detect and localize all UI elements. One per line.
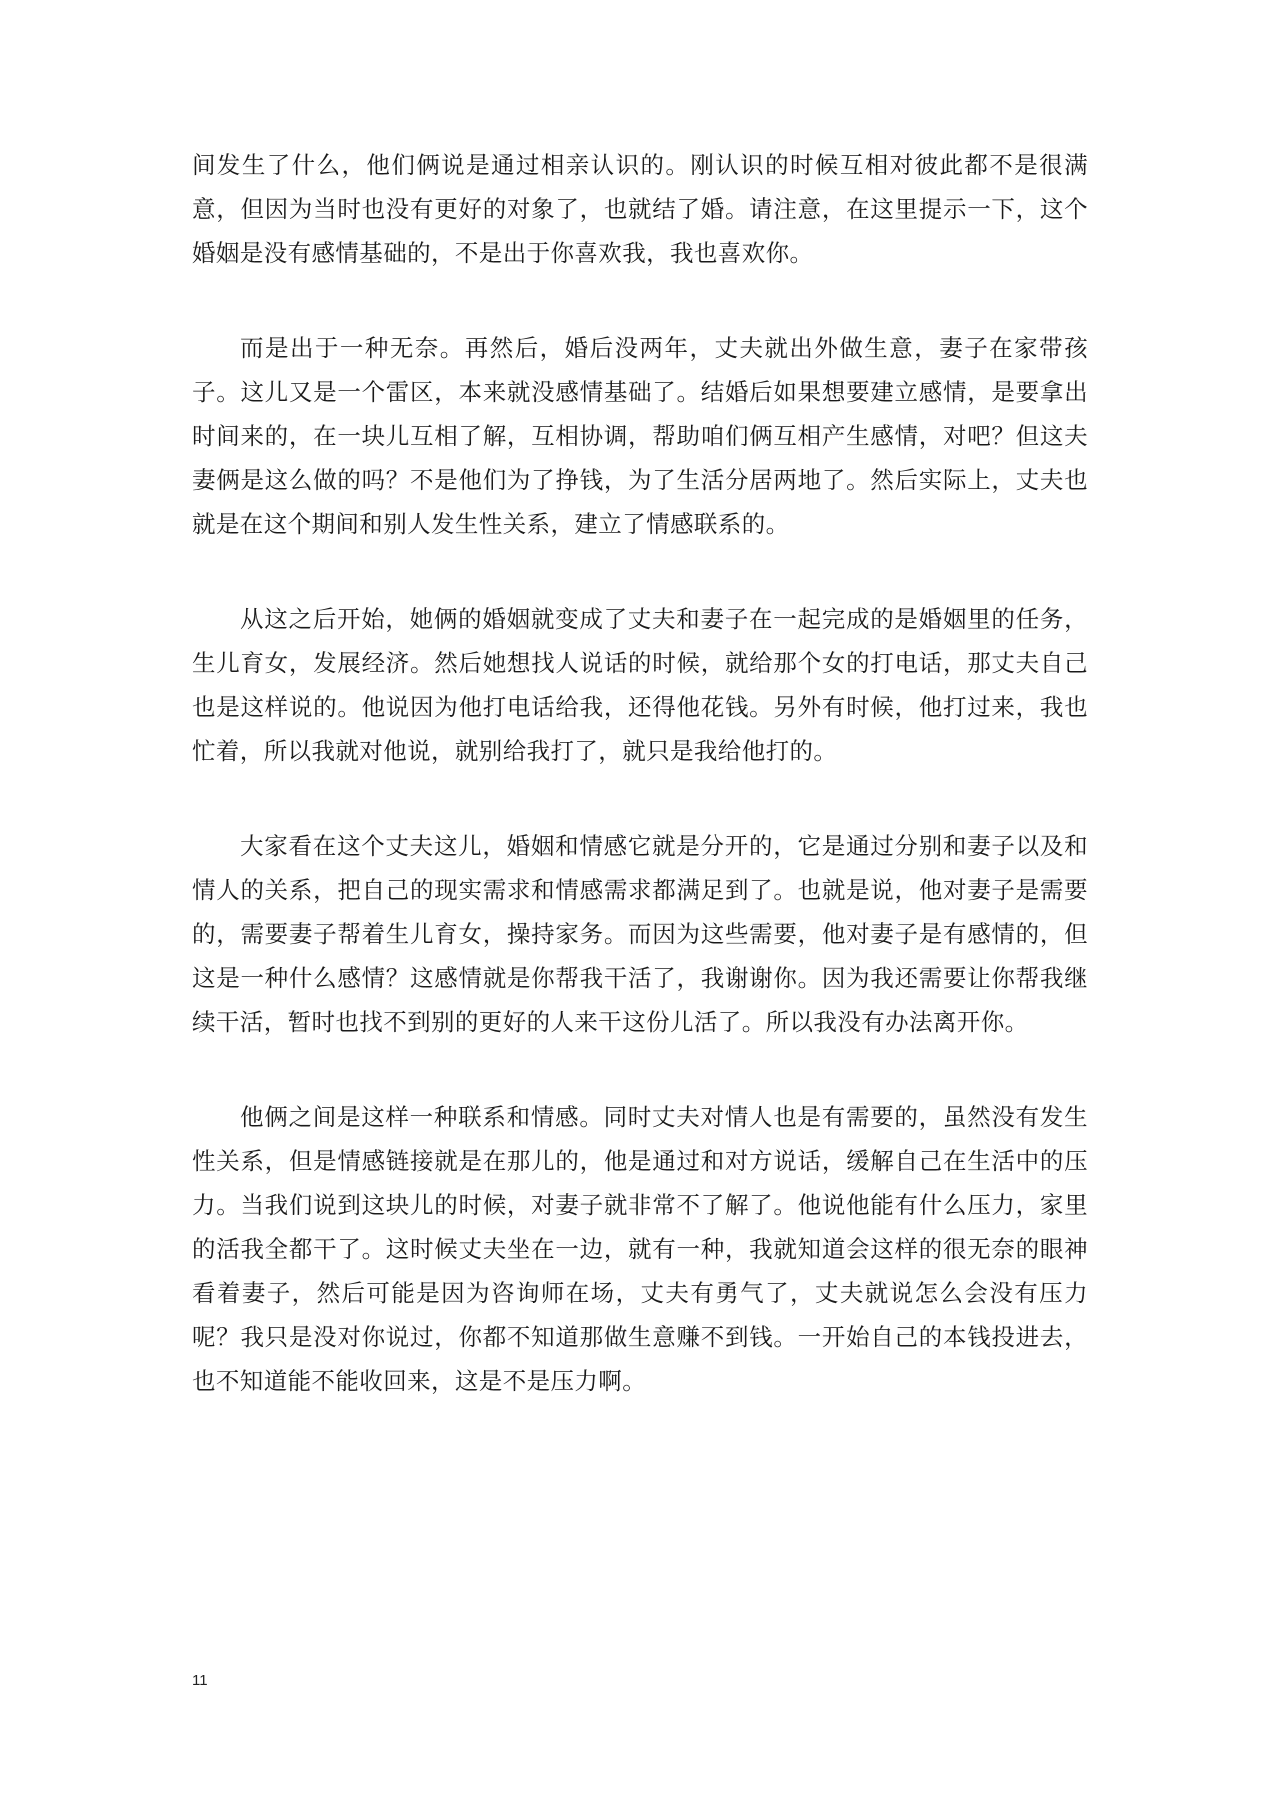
body-text [192,143,1088,1454]
paragraph-3: 从这之后开始，她俩的婚姻就变成了丈夫和妻子在一起完成的是婚姻里的任务，生儿育女，发展经济。然后她想找人说话的时候，就给那个女的打电话，那丈夫自己也是这样说的。他说因为他打电话给我，还得他花钱。另外有时候，他打过来，我也忙着，所以我就对他说，就别给我打了，就只是我给他打的。 [192,605,1088,765]
paragraph-5: 他俩之间是这样一种联系和情感。同时丈夫对情人也是有需要的，虽然没有发生性关系，但是情感链接就是在那儿的，他是通过和对方说话，缓解自己在生活中的压力。当我们说到这块儿的时候，对妻子就非常不了解了。他说他能有什么压力，家里的活我全都干了。这时候丈夫坐在一边，就有一种，我就知道会这样的很无奈的眼神看着妻子，然后可能是因为咨询师在场，丈夫有勇气了，丈夫就说怎么会没有压力呢？我只是没对你说过，你都不知道那做生意赚不到钱。一开始自己的本钱投进去，也不知道能不能收回来，这是不是压力啊。 [192,1103,1088,1395]
page-number: 11 [192,1672,208,1689]
paragraph-4: 大家看在这个丈夫这儿，婚姻和情感它就是分开的，它是通过分别和妻子以及和情人的关系，把自己的现实需求和情感需求都满足到了。也就是说，他对妻子是需要的，需要妻子帮着生儿育女，操持家务。而因为这些需要，他对妻子是有感情的，但这是一种什么感情？这感情就是你帮我干活了，我谢谢你。因为我还需要让你帮我继续干活，暂时也找不到别的更好的人来干这份儿活了。所以我没有办法离开你。 [192,832,1088,1036]
paragraph-2: 而是出于一种无奈。再然后，婚后没两年，丈夫就出外做生意，妻子在家带孩子。这儿又是一个雷区，本来就没感情基础了。结婚后如果想要建立感情，是要拿出时间来的，在一块儿互相了解，互相协调，帮助咱们俩互相产生感情，对吧？但这夫妻俩是这么做的吗？不是他们为了挣钱，为了生活分居两地了。然后实际上，丈夫也就是在这个期间和别人发生性关系，建立了情感联系的。 [192,334,1088,538]
paragraph-1: 间发生了什么，他们俩说是通过相亲认识的。刚认识的时候互相对彼此都不是很满意，但因为当时也没有更好的对象了，也就结了婚。请注意，在这里提示一下，这个婚姻是没有感情基础的，不是出于你喜欢我，我也喜欢你。 [192,151,1088,267]
